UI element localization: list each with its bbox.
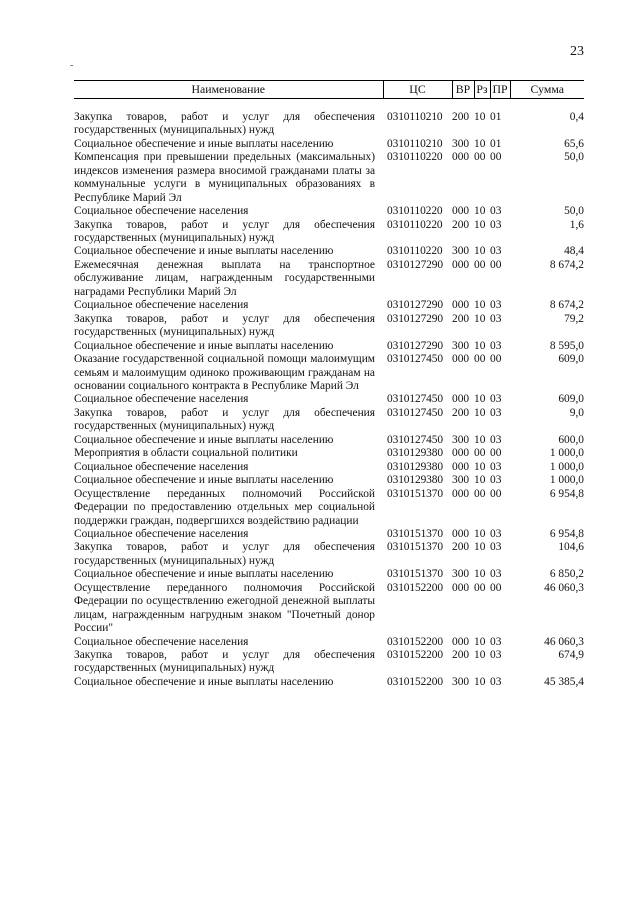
cell-vr: 300: [452, 474, 470, 487]
table-header-row: [74, 81, 584, 99]
cell-vr: 200: [452, 110, 470, 123]
cell-name: Осуществление переданного полномочия Российской Федерации по осуществлению ежегодной денежной выплаты лицам, награжденным нагрудным знаком "Почетный донор России": [74, 581, 375, 635]
cell-name: Социальное обеспечение и иные выплаты населению: [74, 474, 334, 487]
cell-sum: 104,6: [558, 541, 584, 554]
cell-rz: 10: [474, 406, 486, 419]
cell-rz: 10: [474, 649, 486, 662]
cell-cs: 0310127290: [387, 299, 443, 312]
cell-sum: 6 850,2: [549, 568, 584, 581]
table-row: [74, 407, 584, 434]
table-row: [74, 111, 584, 138]
cell-sum: 600,0: [558, 433, 584, 446]
cell-pr: 03: [490, 245, 502, 258]
cell-name: Социальное обеспечение и иные выплаты населению: [74, 675, 334, 688]
table-row: [74, 434, 584, 447]
cell-sum: 50,0: [564, 205, 584, 218]
header-vr: ВР: [452, 81, 474, 99]
cell-vr: 300: [452, 245, 470, 258]
cell-sum: 79,2: [564, 312, 584, 325]
cell-sum: 1,6: [569, 218, 584, 231]
cell-cs: 0310110220: [387, 205, 443, 218]
cell-pr: 03: [490, 541, 502, 554]
cell-rz: 10: [474, 541, 486, 554]
cell-pr: 01: [490, 137, 502, 150]
cell-rz: 00: [474, 353, 486, 366]
table-row: [74, 313, 584, 340]
cell-sum: 8 595,0: [549, 339, 584, 352]
cell-name: Социальное обеспечение населения: [74, 527, 249, 540]
cell-pr: 03: [490, 218, 502, 231]
cell-cs: 0310152200: [387, 635, 443, 648]
cell-cs: 0310127450: [387, 406, 443, 419]
cell-vr: 300: [452, 433, 470, 446]
cell-pr: 03: [490, 675, 502, 688]
cell-vr: 300: [452, 137, 470, 150]
cell-rz: 00: [474, 487, 486, 500]
cell-name: Закупка товаров, работ и услуг для обеспечения государственных (муниципальных) нужд: [74, 218, 375, 244]
cell-sum: 50,0: [564, 151, 584, 164]
cell-cs: 0310110210: [387, 137, 443, 150]
cell-name: Социальное обеспечение и иные выплаты населению: [74, 433, 334, 446]
cell-vr: 000: [452, 487, 470, 500]
table-row: [74, 151, 584, 205]
cell-name: Компенсация при превышении предельных (максимальных) индексов изменения размера вносимой гражданами платы за коммунальные услуги в муниципальных образованиях в Республике Марий Эл: [74, 151, 375, 204]
cell-vr: 000: [452, 299, 470, 312]
cell-cs: 0310151370: [387, 487, 443, 500]
table-row: [74, 259, 584, 299]
cell-cs: 0310127450: [387, 353, 443, 366]
cell-sum: 6 954,8: [549, 527, 584, 540]
cell-name: Социальное обеспечение и иные выплаты населению: [74, 568, 334, 581]
header-spacer-cell: [74, 98, 584, 111]
table-row: [74, 528, 584, 541]
cell-cs: 0310129380: [387, 447, 443, 460]
cell-pr: 03: [490, 339, 502, 352]
cell-vr: 000: [452, 447, 470, 460]
cell-name: Социальное обеспечение населения: [74, 460, 249, 473]
cell-vr: 000: [452, 581, 470, 594]
cell-rz: 10: [474, 299, 486, 312]
header-cs: ЦС: [383, 81, 452, 99]
table-row: [74, 474, 584, 487]
cell-cs: 0310110210: [387, 110, 443, 123]
cell-vr: 000: [452, 151, 470, 164]
cell-rz: 10: [474, 393, 486, 406]
cell-cs: 0310110220: [387, 151, 443, 164]
cell-sum: 6 954,8: [549, 487, 584, 500]
cell-pr: 03: [490, 205, 502, 218]
budget-table-container: [74, 80, 584, 689]
cell-pr: 00: [490, 151, 502, 164]
cell-rz: 10: [474, 110, 486, 123]
cell-pr: 03: [490, 406, 502, 419]
cell-name: Закупка товаров, работ и услуг для обеспечения государственных (муниципальных) нужд: [74, 649, 375, 675]
cell-cs: 0310152200: [387, 581, 443, 594]
header-name: Наименование: [74, 81, 383, 99]
cell-sum: 1 000,0: [549, 460, 584, 473]
table-row: [74, 393, 584, 406]
budget-table: [74, 80, 584, 689]
cell-cs: 0310151370: [387, 568, 443, 581]
cell-cs: 0310152200: [387, 649, 443, 662]
cell-rz: 10: [474, 339, 486, 352]
cell-rz: 10: [474, 460, 486, 473]
cell-pr: 03: [490, 568, 502, 581]
cell-pr: 03: [490, 393, 502, 406]
cell-vr: 300: [452, 675, 470, 688]
cell-sum: 46 060,3: [544, 635, 584, 648]
cell-cs: 0310129380: [387, 460, 443, 473]
cell-vr: 000: [452, 258, 470, 271]
cell-pr: 00: [490, 581, 502, 594]
table-row: [74, 636, 584, 649]
cell-vr: 200: [452, 312, 470, 325]
table-row: [74, 219, 584, 246]
cell-name: Закупка товаров, работ и услуг для обеспечения государственных (муниципальных) нужд: [74, 406, 375, 433]
cell-sum: 48,4: [564, 245, 584, 258]
table-row: [74, 353, 584, 393]
cell-sum: 1 000,0: [549, 447, 584, 460]
cell-pr: 03: [490, 635, 502, 648]
cell-vr: 000: [452, 353, 470, 366]
cell-sum: 65,6: [564, 137, 584, 150]
cell-name: Закупка товаров, работ и услуг для обеспечения государственных (муниципальных) нужд: [74, 110, 375, 137]
cell-rz: 10: [474, 433, 486, 446]
cell-name: Социальное обеспечение и иные выплаты населению: [74, 137, 334, 150]
cell-vr: 300: [452, 339, 470, 352]
cell-name: Социальное обеспечение и иные выплаты населению: [74, 339, 334, 352]
cell-pr: 03: [490, 433, 502, 446]
table-row: [74, 245, 584, 258]
cell-vr: 000: [452, 527, 470, 540]
cell-pr: 00: [490, 487, 502, 500]
header-spacer: [74, 98, 584, 111]
cell-cs: 0310127290: [387, 339, 443, 352]
table-row: [74, 461, 584, 474]
page-number: 23: [570, 44, 584, 59]
table-header: [74, 81, 584, 99]
cell-name: Осуществление переданных полномочий Российской Федерации по предоставлению отдельных мер социальной поддержки граждан, подвергшихся воздействию радиации: [74, 487, 375, 527]
cell-rz: 10: [474, 245, 486, 258]
header-sum: Сумма: [510, 81, 584, 99]
table-row: [74, 205, 584, 218]
cell-sum: 46 060,3: [544, 581, 584, 594]
cell-vr: 200: [452, 649, 470, 662]
cell-sum: 0,4: [569, 110, 584, 123]
cell-pr: 00: [490, 447, 502, 460]
cell-cs: 0310110220: [387, 218, 443, 231]
cell-name: Оказание государственной социальной помощи малоимущим семьям и малоимущим одиноко проживающим гражданам на основании социального контракта в Республике Марий Эл: [74, 353, 375, 392]
table-body: [74, 98, 584, 689]
cell-vr: 200: [452, 218, 470, 231]
table-row: [74, 568, 584, 581]
cell-vr: 200: [452, 541, 470, 554]
table-row: [74, 541, 584, 568]
cell-vr: 000: [452, 205, 470, 218]
table-row: [74, 649, 584, 676]
cell-rz: 10: [474, 474, 486, 487]
cell-sum: 8 674,2: [549, 258, 584, 271]
cell-rz: 10: [474, 137, 486, 150]
cell-rz: 10: [474, 635, 486, 648]
cell-name: Социальное обеспечение населения: [74, 393, 249, 406]
cell-sum: 45 385,4: [544, 675, 584, 688]
cell-rz: 00: [474, 581, 486, 594]
cell-sum: 8 674,2: [549, 299, 584, 312]
cell-sum: 1 000,0: [549, 474, 584, 487]
cell-rz: 10: [474, 568, 486, 581]
cell-pr: 00: [490, 353, 502, 366]
header-rz: Рз: [474, 81, 490, 99]
cell-sum: 609,0: [558, 353, 584, 366]
cell-name: Закупка товаров, работ и услуг для обеспечения государственных (муниципальных) нужд: [74, 312, 375, 339]
cell-name: Социальное обеспечение и иные выплаты населению: [74, 245, 334, 258]
cell-vr: 000: [452, 635, 470, 648]
cell-pr: 03: [490, 299, 502, 312]
cell-pr: 01: [490, 110, 502, 123]
cell-pr: 03: [490, 474, 502, 487]
table-row: [74, 138, 584, 151]
cell-cs: 0310127450: [387, 393, 443, 406]
cell-pr: 03: [490, 649, 502, 662]
cell-rz: 00: [474, 447, 486, 460]
cell-rz: 10: [474, 312, 486, 325]
cell-sum: 9,0: [569, 406, 584, 419]
table-row: [74, 582, 584, 636]
cell-cs: 0310127290: [387, 312, 443, 325]
cell-rz: 10: [474, 205, 486, 218]
cell-cs: 0310110220: [387, 245, 443, 258]
cell-cs: 0310151370: [387, 527, 443, 540]
cell-pr: 03: [490, 460, 502, 473]
cell-pr: 03: [490, 312, 502, 325]
cell-name: Закупка товаров, работ и услуг для обеспечения государственных (муниципальных) нужд: [74, 541, 375, 567]
cell-cs: 0310129380: [387, 474, 443, 487]
cell-rz: 10: [474, 527, 486, 540]
cell-sum: 674,9: [558, 649, 584, 662]
table-row: [74, 676, 584, 689]
header-pr: ПР: [490, 81, 510, 99]
cell-name: Социальное обеспечение населения: [74, 299, 249, 312]
scan-mark: -: [70, 60, 74, 71]
table-row: [74, 488, 584, 528]
cell-vr: 200: [452, 406, 470, 419]
cell-cs: 0310152200: [387, 675, 443, 688]
cell-pr: 00: [490, 258, 502, 271]
cell-vr: 000: [452, 460, 470, 473]
cell-rz: 00: [474, 258, 486, 271]
cell-name: Ежемесячная денежная выплата на транспортное обслуживание лицам, награжденным государственными наградами Республики Марий Эл: [74, 258, 375, 298]
cell-vr: 300: [452, 568, 470, 581]
cell-rz: 00: [474, 151, 486, 164]
table-row: [74, 447, 584, 460]
cell-name: Мероприятия в области социальной политики: [74, 447, 298, 460]
cell-cs: 0310127450: [387, 433, 443, 446]
cell-rz: 10: [474, 675, 486, 688]
cell-vr: 000: [452, 393, 470, 406]
cell-name: Социальное обеспечение населения: [74, 635, 249, 648]
table-row: [74, 299, 584, 312]
table-row: [74, 340, 584, 353]
cell-cs: 0310151370: [387, 541, 443, 554]
cell-name: Социальное обеспечение населения: [74, 205, 249, 218]
cell-cs: 0310127290: [387, 258, 443, 271]
cell-sum: 609,0: [558, 393, 584, 406]
cell-rz: 10: [474, 218, 486, 231]
cell-pr: 03: [490, 527, 502, 540]
